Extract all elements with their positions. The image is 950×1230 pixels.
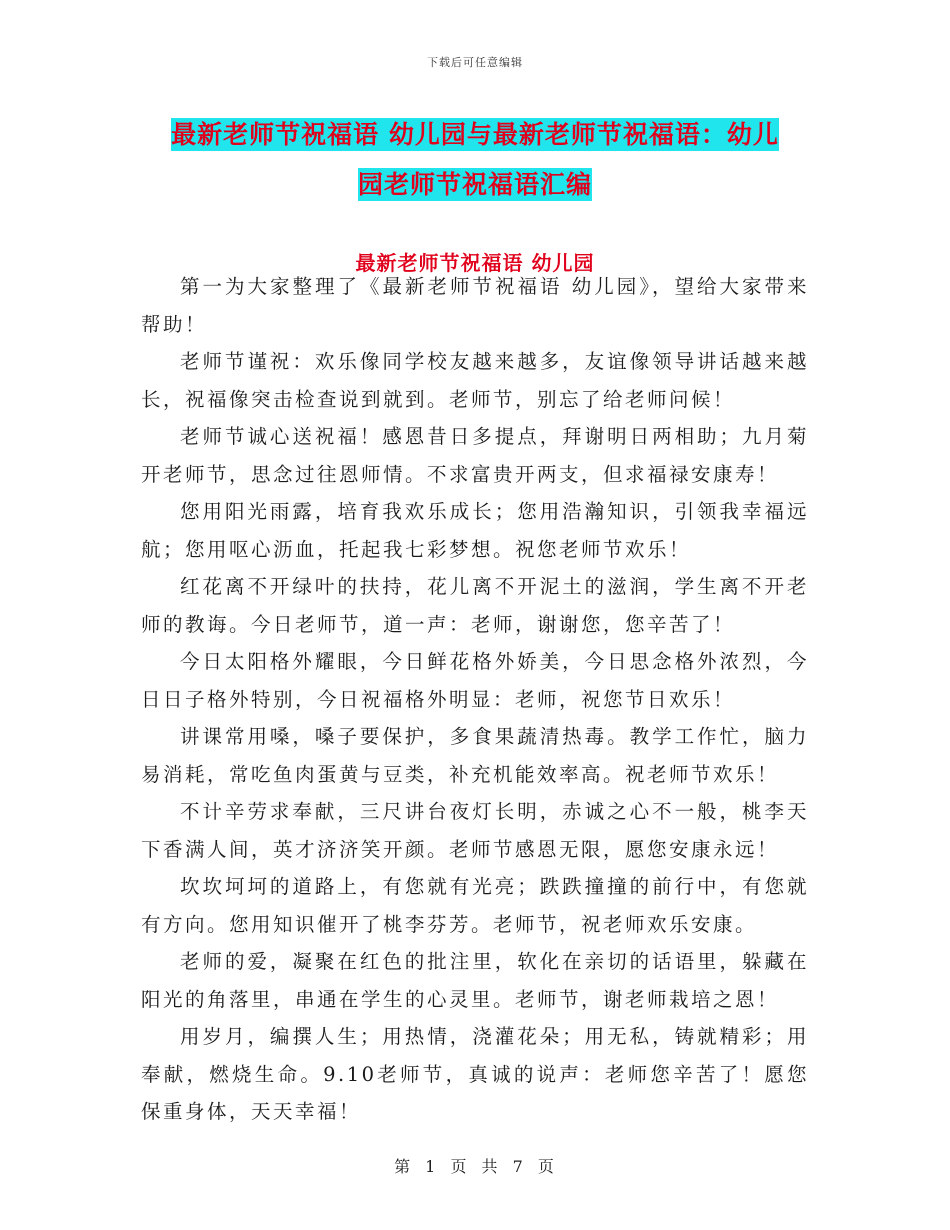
document-title-line-2: 园老师节祝福语汇编 [357, 170, 592, 199]
paragraph: 不计辛劳求奉献，三尺讲台夜灯长明，赤诚之心不一般，桃李天下香满人间，英才济济笑开颜。老师节感恩无限，愿您安康永远！ [141, 800, 809, 861]
document-title-line-1: 最新老师节祝福语 幼儿园与最新老师节祝福语：幼儿 [171, 120, 779, 149]
paragraph: 第一为大家整理了《最新老师节祝福语 幼儿园》，望给大家带来帮助！ [141, 275, 809, 336]
paragraph: 老师节诚心送祝福！感恩昔日多提点，拜谢明日两相助；九月菊开老师节，思念过往恩师情。不求富贵开两支，但求福禄安康寿！ [141, 425, 809, 486]
paragraph: 坎坎坷坷的道路上，有您就有光亮；跌跌撞撞的前行中，有您就有方向。您用知识催开了桃李芬芳。老师节，祝老师欢乐安康。 [141, 875, 809, 936]
section-title: 最新老师节祝福语 幼儿园 [355, 251, 595, 275]
paragraph: 讲课常用嗓，嗓子要保护，多食果蔬清热毒。教学工作忙，脑力易消耗，常吃鱼肉蛋黄与豆类，补充机能效率高。祝老师节欢乐！ [141, 725, 809, 786]
document-body [141, 268, 809, 1131]
paragraph: 您用阳光雨露，培育我欢乐成长；您用浩瀚知识，引领我幸福远航；您用呕心沥血，托起我七彩梦想。祝您老师节欢乐！ [141, 500, 809, 561]
paragraph: 老师节谨祝：欢乐像同学校友越来越多，友谊像领导讲话越来越长，祝福像突击检查说到就到。老师节，别忘了给老师问候！ [141, 350, 809, 411]
paragraph: 红花离不开绿叶的扶持，花儿离不开泥土的滋润，学生离不开老师的教诲。今日老师节，道一声：老师，谢谢您，您辛苦了！ [141, 575, 809, 636]
paragraph: 老师的爱，凝聚在红色的批注里，软化在亲切的话语里，躲藏在阳光的角落里，串通在学生的心灵里。老师节，谢老师栽培之恩！ [141, 950, 809, 1011]
document-title [0, 110, 950, 210]
paragraph: 用岁月，编撰人生；用热情，浇灌花朵；用无私，铸就精彩；用奉献，燃烧生命。9.10老师节，真诚的说声：老师您辛苦了！愿您保重身体，天天幸福！ [141, 1025, 809, 1123]
paragraph: 今日太阳格外耀眼，今日鲜花格外娇美，今日思念格外浓烈，今日日子格外特别，今日祝福格外明显：老师，祝您节日欢乐！ [141, 650, 809, 711]
page-number-footer: 第 1 页 共 7 页 [394, 1157, 556, 1176]
page-header-note: 下载后可任意编辑 [427, 56, 523, 69]
